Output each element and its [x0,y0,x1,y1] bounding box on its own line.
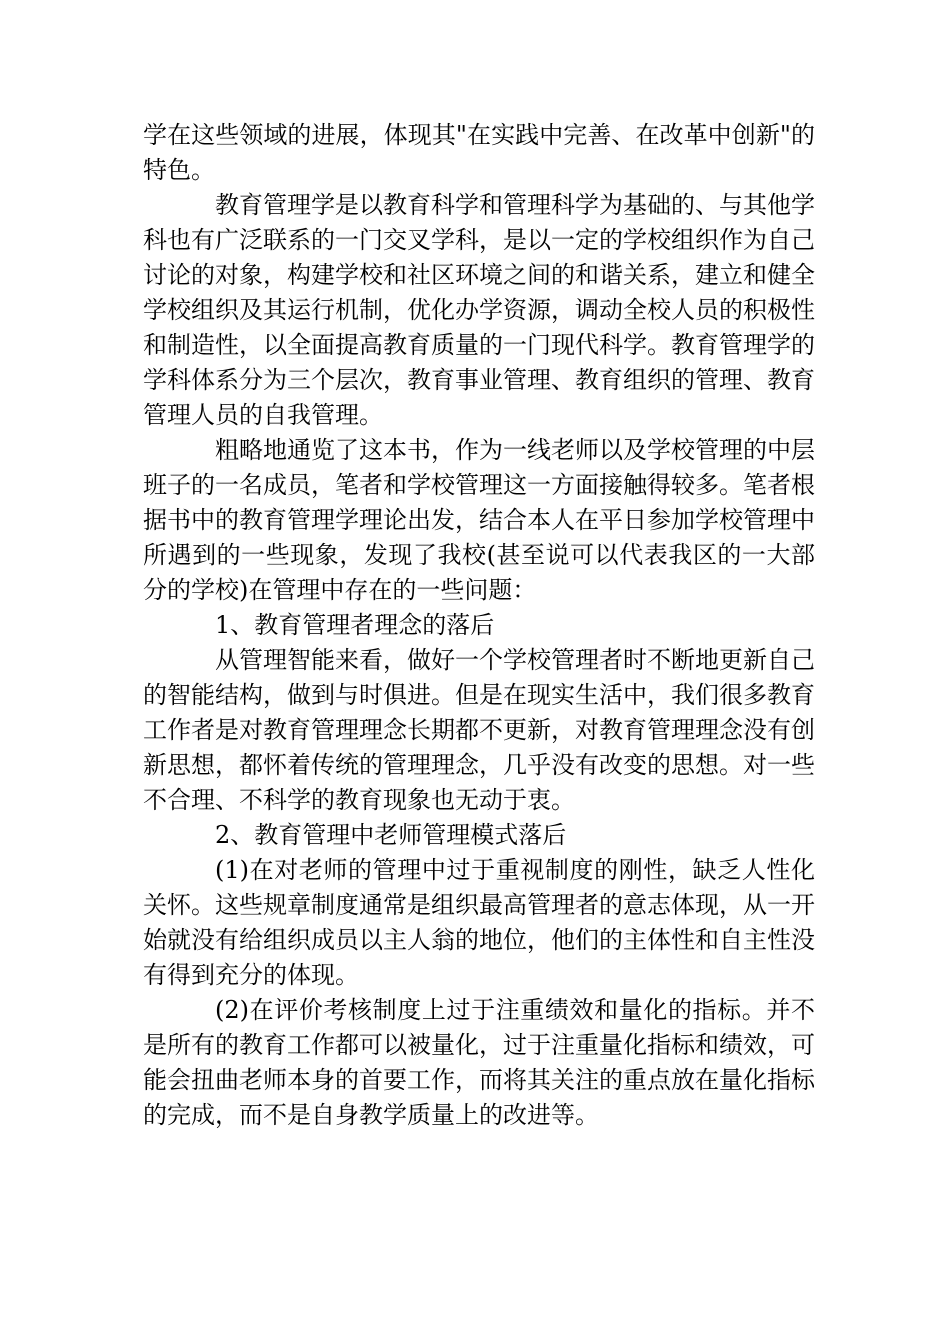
paragraph-item-2: (2)在评价考核制度上过于注重绩效和量化的指标。并不是所有的教育工作都可以被量化，过于注重量化指标和绩效，可能会扭曲老师本身的首要工作，而将其关注的重点放在量化指标的完成，而不是自身教学质量上的改进等。 [143,996,815,1129]
paragraph-overview: 粗略地通览了这本书，作为一线老师以及学校管理的中层班子的一名成员，笔者和学校管理这一方面接触得较多。笔者根据书中的教育管理学理论出发，结合本人在平日参加学校管理中所遇到的一些现象，发现了我校(甚至说可以代表我区的一大部分的学校)在管理中存在的一些问题： [143,436,815,604]
paragraph-item-1: (1)在对老师的管理中过于重视制度的刚性，缺乏人性化关怀。这些规章制度通常是组织最高管理者的意志体现，从一开始就没有给组织成员以主人翁的地位，他们的主体性和自主性没有得到充分的体现。 [143,856,815,989]
document-body [143,118,815,1133]
paragraph-continuation: 学在这些领域的进展，体现其"在实践中完善、在改革中创新"的特色。 [143,121,815,184]
paragraph-management-ideas: 从管理智能来看，做好一个学校管理者时不断地更新自己的智能结构，做到与时俱进。但是在现实生活中，我们很多教育工作者是对教育管理理念长期都不更新，对教育管理理念没有创新思想，都怀着传统的管理理念，几乎没有改变的思想。对一些不合理、不科学的教育现象也无动于衷。 [143,646,815,814]
section-heading-2: 2、教育管理中老师管理模式落后 [215,821,567,849]
paragraph-definition: 教育管理学是以教育科学和管理科学为基础的、与其他学科也有广泛联系的一门交叉学科，是以一定的学校组织作为自己讨论的对象，构建学校和社区环境之间的和谐关系，建立和健全学校组织及其运行机制，优化办学资源，调动全校人员的积极性和制造性，以全面提高教育质量的一门现代科学。教育管理学的学科体系分为三个层次，教育事业管理、教育组织的管理、教育管理人员的自我管理。 [143,191,815,429]
section-heading-1: 1、教育管理者理念的落后 [215,611,495,639]
